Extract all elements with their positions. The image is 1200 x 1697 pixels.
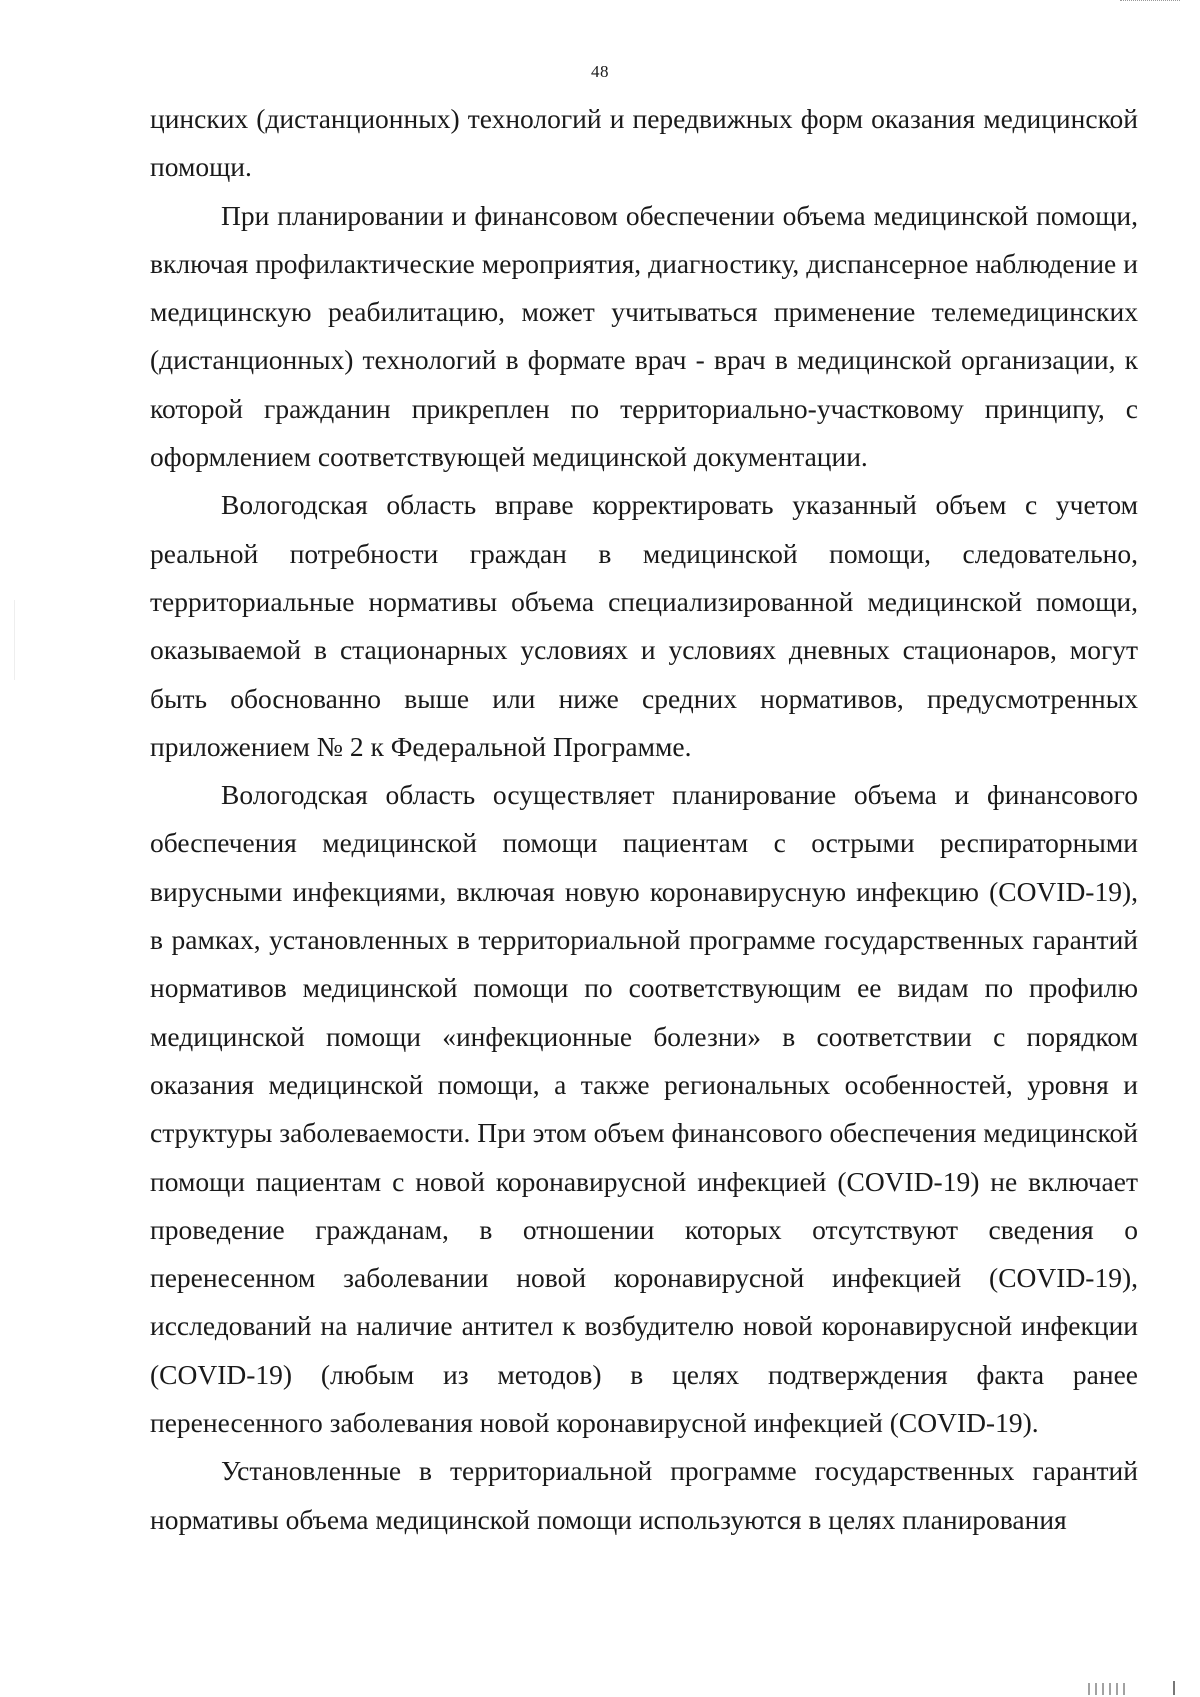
body-text xyxy=(150,95,1138,1544)
paragraph-continuation: цинских (дистанционных) технологий и передвижных форм оказания медицинской помощи. xyxy=(150,103,1138,183)
paragraph-volume-adjustment: Вологодская область вправе корректировать указанный объем с учетом реальной потребности граждан в медицинской помощи, следовательно, территориальные нормативы объема специализированной медицинской помощи, оказываемой в стационарных условиях и условиях дневных стационаров, могут быть обоснованно выше или ниже средних нормативов, предусмотренных приложением № 2 к Федеральной Программе. xyxy=(150,489,1138,762)
page-number: 48 xyxy=(591,62,609,81)
scan-artifact-left xyxy=(14,600,15,680)
scan-artifact-top xyxy=(1120,0,1180,5)
scan-artifact-bottom xyxy=(1088,1683,1128,1695)
paragraph-normatives: Установленные в территориальной программе государственных гарантий нормативы объема медицинской помощи используются в целях планирования xyxy=(150,1455,1138,1535)
paragraph-telemedicine: При планировании и финансовом обеспечении объема медицинской помощи, включая профилактические мероприятия, диагностику, диспансерное наблюдение и медицинскую реабилитацию, может учитываться применение телемедицинских (дистанционных) технологий в формате врач - врач в медицинской организации, к которой гражданин прикреплен по территориально-участковому принципу, с оформлением соответствующей медицинской документации. xyxy=(150,199,1138,473)
scan-artifact-bottom-right xyxy=(1173,1681,1175,1695)
paragraph-covid-planning: Вологодская область осуществляет планирование объема и финансового обеспечения медицинской помощи пациентам с острыми респираторными вирусными инфекциями, включая новую коронавирусную инфекцию (COVID-19), в рамках, установленных в территориальной программе государственных гарантий нормативов медицинской помощи по соответствующим ее видам по профилю медицинской помощи «инфекционные болезни» в соответствии с порядком оказания медицинской помощи, а также региональных особенностей, уровня и структуры заболеваемости. При этом объем финансового обеспечения медицинской помощи пациентам с новой коронавирусной инфекцией (COVID-19) не включает проведение гражданам, в отношении которых отсутствуют сведения о перенесенном заболевании новой коронавирусной инфекцией (COVID-19), исследований на наличие антител к возбудителю новой коронавирусной инфекции (COVID-19) (любым из методов) в целях подтверждения факта ранее перенесенного заболевания новой коронавирусной инфекцией (COVID-19). xyxy=(150,779,1138,1439)
